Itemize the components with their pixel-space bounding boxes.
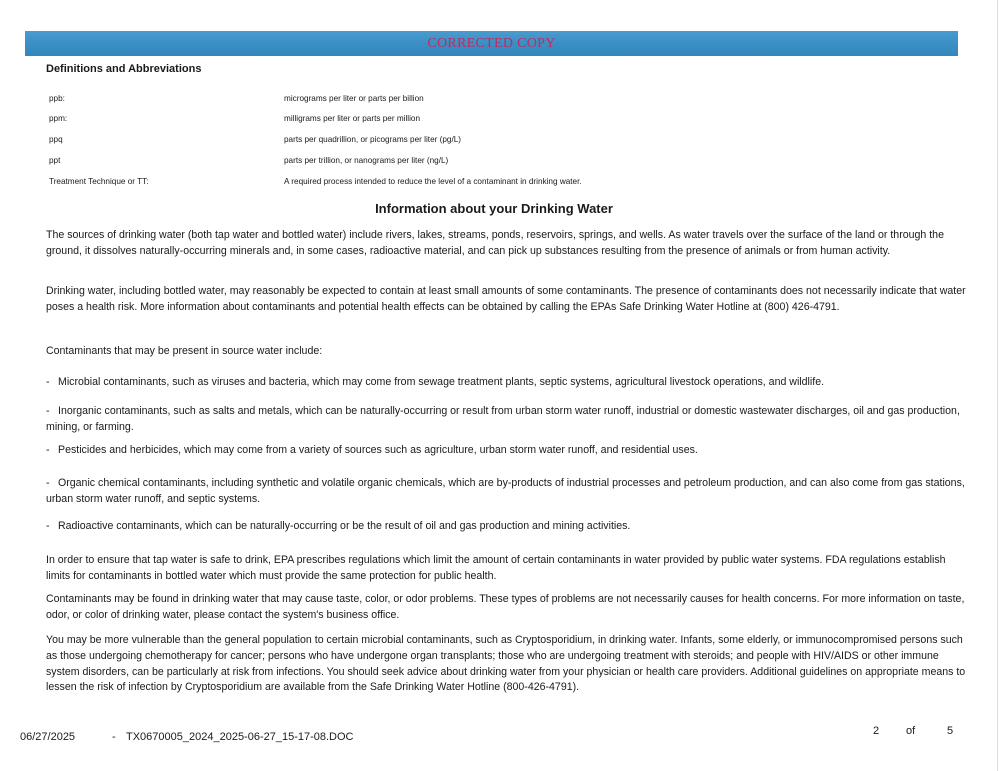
bullet-marker: - xyxy=(46,477,50,489)
page-number-current: 2 xyxy=(873,725,880,737)
bullet-item xyxy=(46,519,971,535)
bullet-text: Organic chemical contaminants, including synthetic and volatile organic chemicals, which are by-products of industrial processes and petroleum production, and can also come from gas stations, urban storm water runoff, and septic systems. xyxy=(46,477,965,505)
bullet-marker: - xyxy=(46,376,50,388)
definition-description: parts per trillion, or nanograms per liter (ng/L) xyxy=(284,156,449,165)
paragraph-contaminants-intro: Contaminants that may be present in source water include: xyxy=(46,345,323,357)
page-edge xyxy=(997,0,998,771)
bullet-text: Microbial contaminants, such as viruses and bacteria, which may come from sewage treatment plants, septic systems, agricultural livestock operations, and wildlife. xyxy=(58,376,825,388)
paragraph-vulnerable-populations: You may be more vulnerable than the general population to certain microbial contaminants, such as Cryptosporidium, in drinking water. Infants, some elderly, or immunocompromised persons such as those undergoing chemotherapy for cancer; persons who have undergone organ transplants; those who are undergoing treatment with steroids; and people with HIV/AIDS or other immune system disorders, can be particularly at risk from infections. You should seek advice about drinking water from your physician or health care providers. Additional guidelines on appropriate means to lessen the risk of infection by Cryptosporidium are available from the Safe Drinking Water Hotline (800-426-4791). xyxy=(46,634,966,694)
bullet-marker: - xyxy=(46,405,50,417)
section-title: Information about your Drinking Water xyxy=(375,201,613,216)
definition-term: ppm: xyxy=(49,114,68,123)
bullet-item xyxy=(46,476,971,508)
definition-term: Treatment Technique or TT: xyxy=(49,177,149,186)
page-number-total: 5 xyxy=(947,725,954,737)
definition-description: parts per quadrillion, or picograms per liter (pg/L) xyxy=(284,135,462,144)
definition-term: ppb: xyxy=(49,94,65,103)
definition-term: ppt xyxy=(49,156,61,165)
definition-description: milligrams per liter or parts per million xyxy=(284,114,421,123)
definition-term: ppq xyxy=(49,135,63,144)
bullet-item xyxy=(46,404,971,436)
page-number-of: of xyxy=(906,725,916,737)
bullet-item xyxy=(46,375,971,391)
paragraph-sources: The sources of drinking water (both tap water and bottled water) include rivers, lakes, streams, ponds, reservoirs, springs, and wells. As water travels over the surface of the land or through the ground, it dissolves naturally-occurring minerals and, in some cases, radioactive material, and can pick up substances resulting from the presence of animals or from human activity. xyxy=(46,229,944,257)
banner-text: CORRECTED COPY xyxy=(427,36,556,51)
bullet-text: Pesticides and herbicides, which may come from a variety of sources such as agriculture, urban storm water runoff, and residential uses. xyxy=(58,444,698,456)
paragraph-epa-regulations: In order to ensure that tap water is safe to drink, EPA prescribes regulations which limit the amount of certain contaminants in water provided by public water systems. FDA regulations establish limits for contaminants in bottled water which must provide the same protection for public health. xyxy=(46,554,946,582)
paragraph-taste-odor: Contaminants may be found in drinking water that may cause taste, color, or odor problems. These types of problems are not necessarily causes for health concerns. For more information on taste, odor, or color of drinking water, please contact the system's business office. xyxy=(46,593,965,621)
footer-date: 06/27/2025 xyxy=(20,731,76,743)
bullet-item xyxy=(46,443,971,459)
bullet-text: Radioactive contaminants, which can be naturally-occurring or be the result of oil and gas production and mining activities. xyxy=(58,520,631,532)
bullet-text: Inorganic contaminants, such as salts and metals, which can be naturally-occurring or result from urban storm water runoff, industrial or domestic wastewater discharges, oil and gas production, mining, or farming. xyxy=(46,405,960,433)
corrected-copy-banner xyxy=(25,31,958,56)
definitions-heading: Definitions and Abbreviations xyxy=(46,63,202,75)
footer-separator: - xyxy=(112,731,116,743)
bullet-marker: - xyxy=(46,520,50,532)
footer-filename: TX0670005_2024_2025-06-27_15-17-08.DOC xyxy=(126,731,354,743)
paragraph-contaminants-expected: Drinking water, including bottled water, may reasonably be expected to contain at least small amounts of some contaminants. The presence of contaminants does not necessarily indicate that water poses a health risk. More information about contaminants and potential health effects can be obtained by calling the EPAs Safe Drinking Water Hotline at (800) 426-4791. xyxy=(46,285,966,313)
bullet-marker: - xyxy=(46,444,50,456)
definition-description: micrograms per liter or parts per billion xyxy=(284,94,424,103)
definition-description: A required process intended to reduce the level of a contaminant in drinking water. xyxy=(284,177,582,186)
